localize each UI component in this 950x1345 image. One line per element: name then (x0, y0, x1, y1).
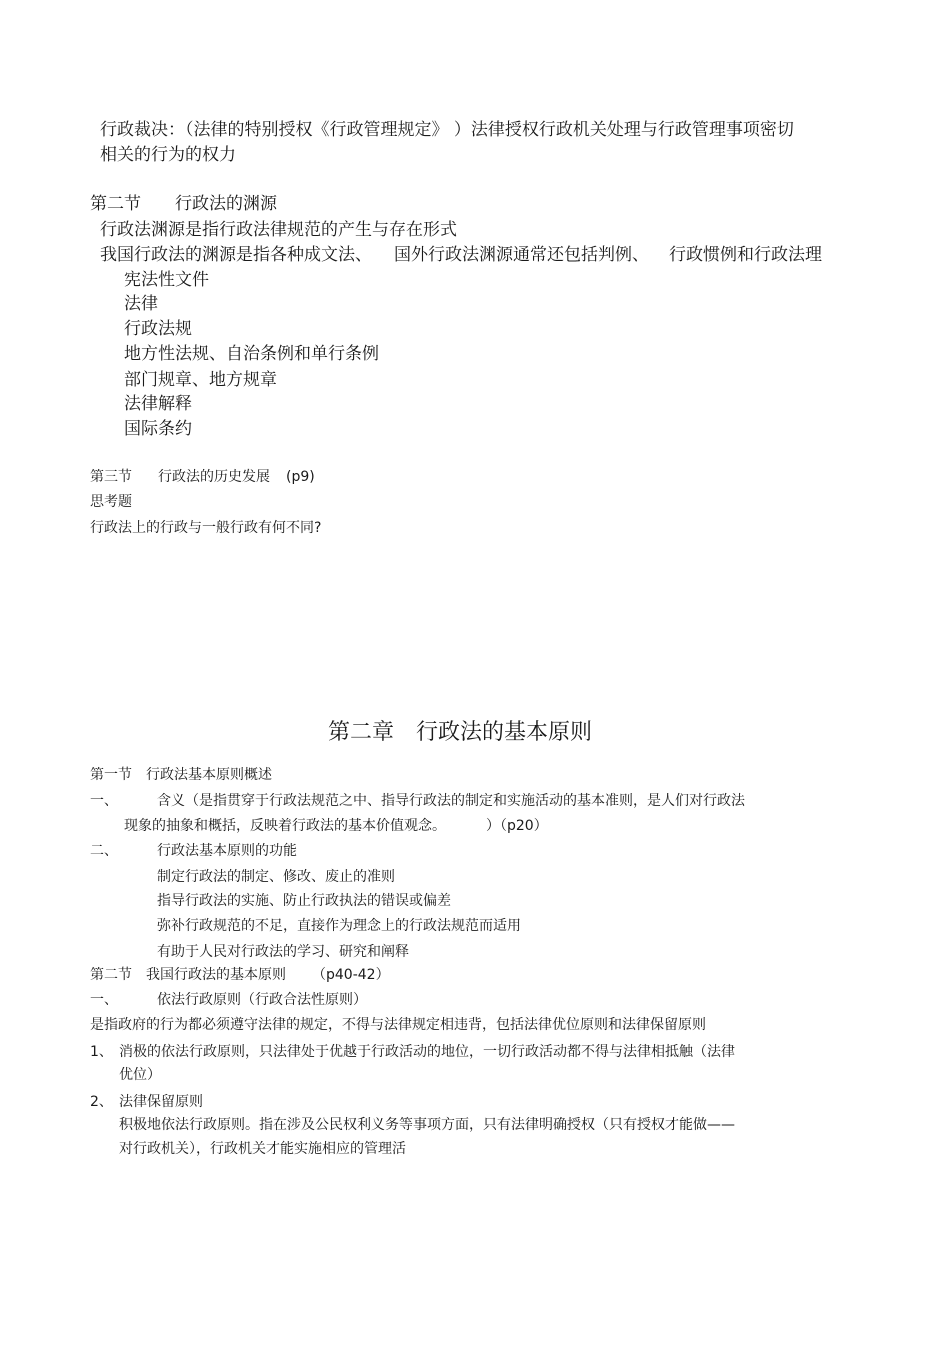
section-2-number: 第二节 (90, 194, 141, 214)
item-1-number: 一、 (90, 793, 118, 809)
section-3-title: 行政法的历史发展 (158, 469, 270, 485)
function-item: 弥补行政规范的不足，直接作为理念上的行政法规范而适用 (157, 918, 521, 934)
source-item: 法律解释 (124, 394, 192, 414)
chapter2-section-1-heading: 第一节 行政法基本原则概述 (90, 767, 272, 783)
sources-definition: 行政法渊源是指行政法律规范的产生与存在形式 (100, 220, 457, 240)
section-2-title: 行政法的渊源 (175, 194, 277, 214)
subitem-2-line-1: 积极地依法行政原则。指在涉及公民权利义务等事项方面，只有法律明确授权（只有授权才能做—— (119, 1117, 735, 1133)
principle-1-definition: 是指政府的行为都必须遵守法律的规定，不得与法律规定相违背，包括法律优位原则和法律保留原则 (90, 1017, 706, 1033)
section-2-heading (90, 194, 277, 214)
principle-1-number: 一、 (90, 992, 118, 1008)
source-item: 国际条约 (124, 419, 192, 439)
item-2-number: 二、 (90, 843, 118, 859)
meaning-line-1: 含义（是指贯穿于行政法规范之中、指导行政法的制定和实施活动的基本准则，是人们对行政法 (157, 793, 745, 809)
adjudication-line-2: 相关的行为的权力 (100, 145, 236, 165)
source-item: 行政法规 (124, 319, 192, 339)
source-item: 宪法性文件 (124, 270, 209, 290)
sources-domestic: 我国行政法的渊源是指各种成文法、 (100, 245, 372, 265)
functions-title: 行政法基本原则的功能 (157, 843, 297, 859)
section-2-page-ref: （p40-42） (312, 967, 390, 983)
section-3-heading (90, 469, 315, 486)
meaning-page-ref: ）（p20） (486, 818, 548, 834)
adjudication-line-1: 行政裁决：（法律的特别授权《行政管理规定》 ）法律授权行政机关处理与行政管理事项密切 (100, 120, 794, 140)
section-3-page-ref: (p9) (286, 469, 315, 485)
subitem-2-title: 法律保留原则 (119, 1094, 203, 1110)
function-item: 有助于人民对行政法的学习、研究和阐释 (157, 944, 409, 960)
meaning-line-2-text: 现象的抽象和概括，反映着行政法的基本价值观念。 (124, 818, 446, 834)
subitem-1-line-2: 优位） (119, 1067, 161, 1083)
subitem-2-number: 2、 (90, 1094, 113, 1110)
section-3-number: 第三节 (90, 469, 132, 485)
sources-custom: 行政惯例和行政法理 (669, 245, 822, 265)
meaning-line-2 (124, 818, 548, 835)
chapter-title: 第二章 行政法的基本原则 (328, 720, 593, 745)
section-2-title: 第二节 我国行政法的基本原则 (90, 967, 286, 983)
think-question: 行政法上的行政与一般行政有何不同? (90, 520, 322, 536)
sources-foreign: 国外行政法渊源通常还包括判例、 (394, 245, 649, 265)
function-item: 指导行政法的实施、防止行政执法的错误或偏差 (157, 893, 451, 909)
subitem-1-line-1: 消极的依法行政原则，只法律处于优越于行政活动的地位，一切行政活动都不得与法律相抵触（法律 (119, 1044, 735, 1060)
chapter2-section-2-heading (90, 967, 390, 984)
subitem-1-number: 1、 (90, 1044, 113, 1060)
principle-1-title: 依法行政原则（行政合法性原则） (157, 992, 367, 1008)
source-item: 地方性法规、自治条例和单行条例 (124, 344, 379, 364)
subitem-2-line-2: 对行政机关），行政机关才能实施相应的管理活 (119, 1141, 406, 1157)
source-item: 法律 (124, 294, 158, 314)
sources-overview (100, 245, 822, 265)
function-item: 制定行政法的制定、修改、废止的准则 (157, 869, 395, 885)
source-item: 部门规章、地方规章 (124, 370, 277, 390)
think-question-label: 思考题 (90, 494, 132, 510)
